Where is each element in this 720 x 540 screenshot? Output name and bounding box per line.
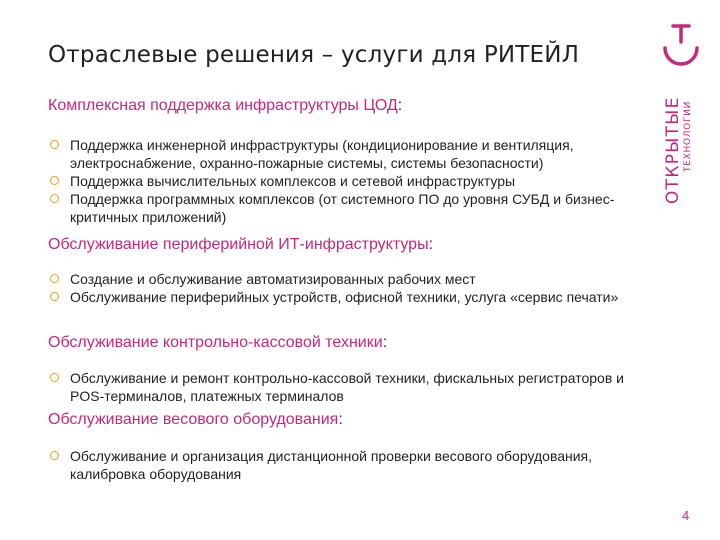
section-heading-peripheral: [48, 236, 433, 254]
ring-bullet-icon: [50, 373, 59, 382]
ring-bullet-icon: [50, 140, 59, 149]
list-item-text: Обслуживание и ремонт контрольно-кассовой техники, фискальных регистраторов и POS-терминалов, платежных терминалов: [70, 370, 624, 404]
section-heading-text: Комплексная поддержка инфраструктуры ЦОД: [48, 97, 398, 114]
section-heading-colon: :: [338, 411, 343, 428]
section-heading-datacenter: [48, 97, 402, 115]
section-list-peripheral: [48, 270, 648, 306]
list-item: [48, 447, 648, 483]
section-heading-text: Обслуживание контрольно-кассовой техники: [48, 334, 383, 351]
ring-bullet-icon: [50, 176, 59, 185]
list-item: [48, 288, 648, 306]
list-item-text: Обслуживание периферийных устройств, офисной техники, услуга «сервис печати»: [70, 289, 619, 305]
section-list-cash-register: [48, 369, 648, 405]
section-heading-text: Обслуживание периферийной ИТ-инфраструктуры: [48, 236, 429, 253]
list-item-text: Поддержка вычислительных комплексов и сетевой инфраструктуры: [70, 173, 516, 189]
list-item: [48, 172, 648, 190]
ring-bullet-icon: [50, 451, 59, 460]
section-list-datacenter: [48, 136, 648, 226]
section-heading-weighing: [48, 411, 343, 429]
list-item: [48, 136, 648, 172]
list-item-text: Поддержка инженерной инфраструктуры (кондиционирование и вентиляция, электроснабжение, охранно-пожарные системы, системы безопасности): [70, 137, 574, 171]
list-item: [48, 369, 648, 405]
slide-title: Отраслевые решения – услуги для РИТЕЙЛ: [48, 42, 580, 68]
list-item-text: Обслуживание и организация дистанционной проверки весового оборудования, калибровка оборудования: [70, 448, 593, 482]
list-item-text: Поддержка программных комплексов (от системного ПО до уровня СУБД и бизнес-критичных приложений): [70, 191, 615, 225]
section-heading-text: Обслуживание весового оборудования: [48, 411, 339, 428]
logo-mark-icon: [661, 22, 701, 72]
ring-bullet-icon: [50, 194, 59, 203]
section-heading-colon: :: [382, 334, 388, 351]
section-heading-colon: :: [397, 97, 403, 114]
ring-bullet-icon: [50, 274, 59, 283]
section-heading-colon: :: [428, 236, 434, 253]
company-logo: [655, 22, 705, 204]
section-heading-cash-register: [48, 334, 387, 352]
page-number: 4: [682, 508, 690, 523]
list-item: [48, 190, 648, 226]
list-item: [48, 270, 648, 288]
ring-bullet-icon: [50, 292, 59, 301]
logo-subtitle: ТЕХНОЛОГИИ: [683, 100, 693, 172]
logo-wordmark: ОТКРЫТЫЕ: [663, 96, 683, 204]
list-item-text: Создание и обслуживание автоматизированных рабочих мест: [70, 271, 476, 287]
section-list-weighing: [48, 447, 648, 483]
